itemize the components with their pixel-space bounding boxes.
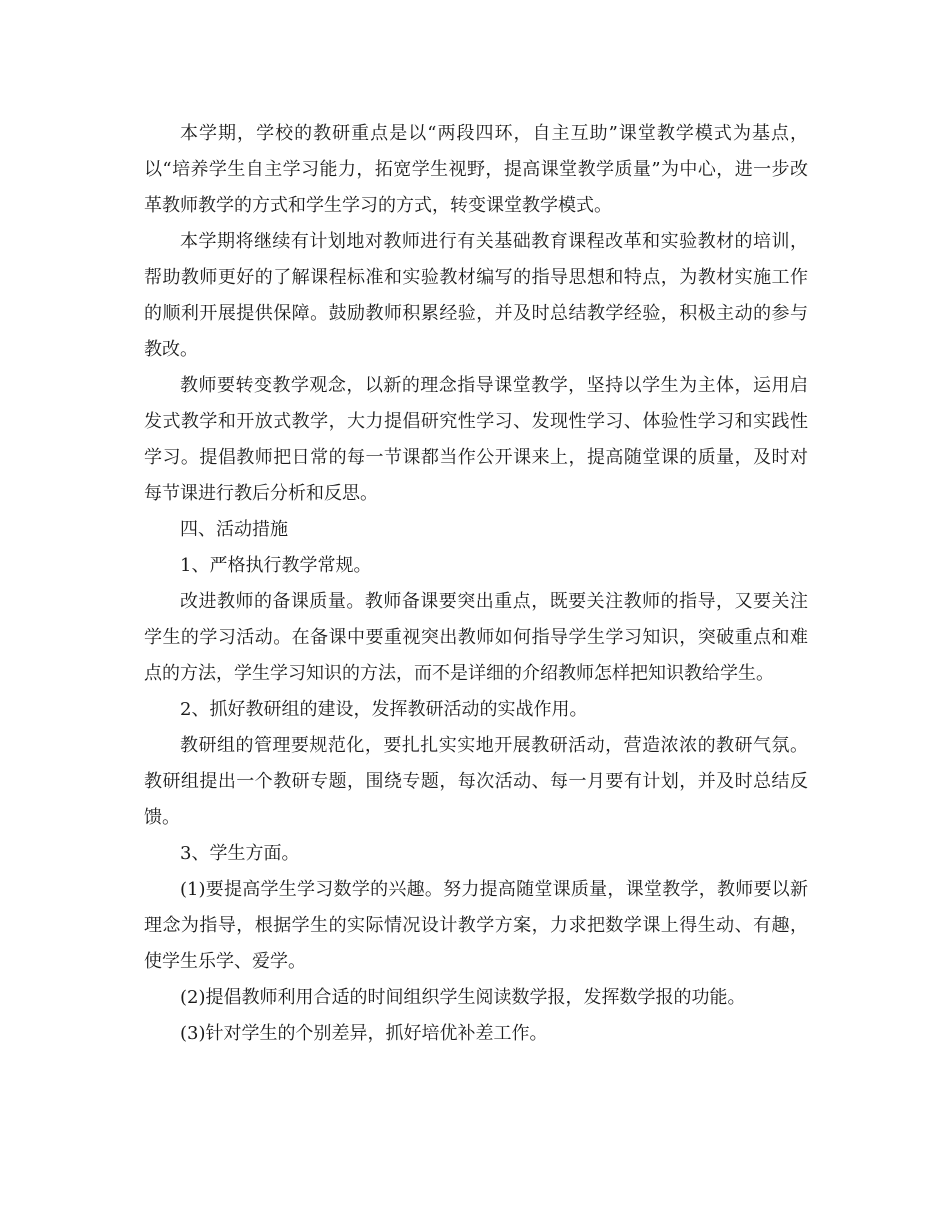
paragraph-teacher-training: 本学期将继续有计划地对教师进行有关基础教育课程改革和实验教材的培训，帮助教师更好的了解课程标准和实验教材编写的指导思想和特点，为教材实施工作的顺利开展提供保障。鼓励教师积累经验，并及时总结教学经验，积极主动的参与教改。: [144, 231, 808, 360]
paragraph-teaching-concepts: 教师要转变教学观念，以新的理念指导课堂教学，坚持以学生为主体，运用启发式教学和开放式教学，大力提倡研究性学习、发现性学习、体验性学习和实践性学习。提倡教师把日常的每一节课都当作公开课来上，提高随堂课的质量，及时对每节课进行教后分析和反思。: [144, 375, 808, 504]
paragraph-teaching-research-focus: 本学期，学校的教研重点是以“两段四环，自主互助”课堂教学模式为基点，以“培养学生自主学习能力，拓宽学生视野，提高课堂教学质量”为中心，进一步改革教师教学的方式和学生学习的方式，转变课堂教学模式。: [144, 123, 808, 216]
section-heading-activity-measures: 四、活动措施: [180, 519, 288, 540]
subheading-teaching-routines: 1、严格执行教学常规。: [180, 555, 372, 576]
paragraph-math-newspaper: (2)提倡教师利用合适的时间组织学生阅读数学报，发挥数学报的功能。: [180, 987, 746, 1008]
document-body: [144, 116, 808, 1052]
paragraph-research-group-management: 教研组的管理要规范化，要扎扎实实地开展教研活动，营造浓浓的教研气氛。教研组提出一个教研专题，围绕专题，每次活动、每一月要有计划，并及时总结反馈。: [144, 735, 808, 828]
paragraph-individual-differences: (3)针对学生的个别差异，抓好培优补差工作。: [180, 1023, 548, 1044]
paragraph-lesson-preparation: 改进教师的备课质量。教师备课要突出重点，既要关注教师的指导，又要关注学生的学习活动。在备课中要重视突出教师如何指导学生学习知识，突破重点和难点的方法，学生学习知识的方法，而不是详细的介绍教师怎样把知识教给学生。: [144, 591, 808, 684]
subheading-research-group: 2、抓好教研组的建设，发挥教研活动的实战作用。: [180, 699, 588, 720]
paragraph-student-interest: (1)要提高学生学习数学的兴趣。努力提高随堂课质量，课堂教学，教师要以新理念为指导，根据学生的实际情况设计教学方案，力求把数学课上得生动、有趣，使学生乐学、爱学。: [144, 879, 808, 972]
subheading-students: 3、学生方面。: [180, 843, 300, 864]
